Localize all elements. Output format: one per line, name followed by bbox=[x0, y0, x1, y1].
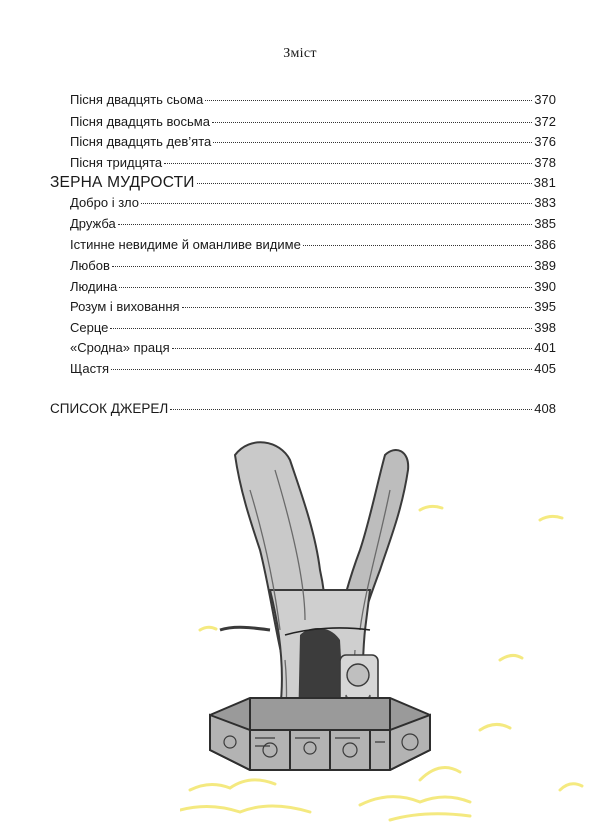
toc-entry-page: 385 bbox=[534, 216, 556, 231]
toc-entry[interactable] bbox=[70, 195, 556, 210]
leader-dots bbox=[141, 202, 532, 204]
toc-entry-page: 386 bbox=[534, 237, 556, 252]
toc-entry[interactable] bbox=[70, 134, 556, 149]
toc-entry[interactable] bbox=[70, 114, 556, 129]
toc-entry-label: Розум і виховання bbox=[70, 299, 180, 314]
toc-entry-label: СПИСОК ДЖЕРЕЛ bbox=[50, 401, 169, 416]
toc-entry-page: 405 bbox=[534, 361, 556, 376]
toc-entry-label: Серце bbox=[70, 320, 109, 335]
carved-fence-icon bbox=[210, 698, 430, 770]
toc-entry-label: Дружба bbox=[70, 216, 116, 231]
toc-entry-page: 378 bbox=[534, 155, 556, 170]
toc-entry-label: Добро і зло bbox=[70, 195, 139, 210]
leader-dots bbox=[205, 99, 532, 101]
leader-dots bbox=[119, 286, 532, 288]
toc-entry-label: Пісня тридцята bbox=[70, 155, 163, 170]
toc-section-label: ЗЕРНА МУДРОСТИ bbox=[50, 174, 195, 191]
page-title: Зміст bbox=[283, 46, 317, 61]
toc-entry-label: Щастя bbox=[70, 361, 110, 376]
toc-entry[interactable] bbox=[70, 258, 556, 273]
toc-entry-page: 381 bbox=[533, 175, 556, 190]
toc-entry-page: 372 bbox=[534, 114, 556, 129]
toc-entry[interactable] bbox=[70, 216, 556, 231]
toc-entry[interactable] bbox=[70, 361, 556, 376]
carved-tree-stump-illustration-icon bbox=[180, 430, 600, 825]
toc-entry[interactable] bbox=[70, 340, 556, 355]
leader-dots bbox=[164, 162, 532, 164]
leader-dots bbox=[182, 306, 533, 308]
leader-dots bbox=[111, 368, 532, 370]
toc-entry-page: 389 bbox=[534, 258, 556, 273]
leader-dots bbox=[303, 244, 532, 246]
toc-entry[interactable] bbox=[70, 92, 556, 107]
toc-entry[interactable] bbox=[70, 237, 556, 252]
toc-entry-label: Пісня двадцять дев’ята bbox=[70, 134, 212, 149]
toc-entry-label: Любов bbox=[70, 258, 110, 273]
toc-entry-page: 398 bbox=[534, 320, 556, 335]
toc-entry-page: 401 bbox=[534, 340, 556, 355]
toc-entry[interactable] bbox=[70, 155, 556, 170]
leader-dots bbox=[118, 223, 533, 225]
leader-dots bbox=[170, 408, 532, 410]
toc-entry-page: 383 bbox=[534, 195, 556, 210]
leader-dots bbox=[197, 182, 532, 184]
toc-section-entry[interactable] bbox=[50, 174, 556, 192]
leader-dots bbox=[213, 141, 532, 143]
toc-entry-label: Пісня двадцять сьома bbox=[70, 92, 204, 107]
toc-entry-page: 395 bbox=[534, 299, 556, 314]
toc-entry-label: Людина bbox=[70, 279, 118, 294]
toc-entry-page: 370 bbox=[534, 92, 556, 107]
toc-entry-page: 376 bbox=[534, 134, 556, 149]
leader-dots bbox=[110, 327, 532, 329]
toc-entry[interactable] bbox=[50, 401, 556, 416]
toc-entry-label: Пісня двадцять восьма bbox=[70, 114, 210, 129]
toc-entry-label: Істинне невидиме й оманливе видиме bbox=[70, 237, 301, 252]
toc-entry[interactable] bbox=[70, 320, 556, 335]
toc-entry-page: 390 bbox=[534, 279, 556, 294]
leader-dots bbox=[212, 121, 532, 123]
toc-entry[interactable] bbox=[70, 279, 556, 294]
toc-entry-label: «Сродна» праця bbox=[70, 340, 170, 355]
leader-dots bbox=[112, 265, 532, 267]
toc-entry[interactable] bbox=[70, 299, 556, 314]
leader-dots bbox=[172, 347, 533, 349]
toc-entry-page: 408 bbox=[534, 401, 556, 416]
